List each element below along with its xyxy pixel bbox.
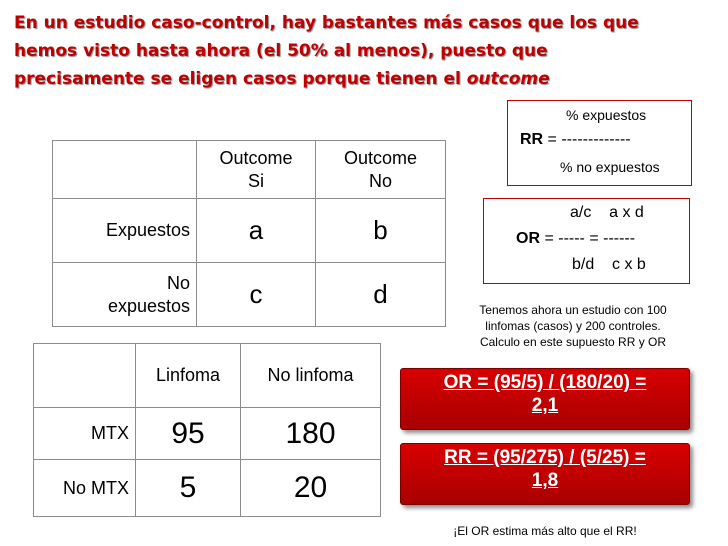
table1-row-unexposed-label bbox=[53, 263, 197, 327]
title-line-3-text: precisamente se eligen casos porque tienen el bbox=[14, 69, 467, 89]
mtx-lymphoma-table bbox=[33, 343, 381, 517]
table2-cell-mtx-no-lymphoma: 180 bbox=[241, 408, 381, 460]
rr-numerator: % expuestos bbox=[566, 107, 647, 123]
table2-cell-no-mtx-lymphoma: 5 bbox=[136, 460, 241, 517]
rr-dashes: = ------------- bbox=[543, 131, 631, 148]
slide-title bbox=[14, 9, 704, 93]
title-outcome-word: outcome bbox=[466, 69, 550, 89]
rr-result-line1: RR = (95/275) / (5/25) = bbox=[444, 447, 646, 468]
table2-cell-no-mtx-no-lymphoma: 20 bbox=[241, 460, 381, 517]
table1-header-yes-line2: Si bbox=[247, 170, 264, 191]
title-line-3 bbox=[14, 65, 704, 93]
or-result-line1: OR = (95/5) / (180/20) = bbox=[443, 372, 647, 393]
rr-result-box bbox=[400, 443, 690, 505]
rr-formula-box bbox=[507, 100, 692, 186]
table1-cell-d: d bbox=[316, 263, 446, 327]
table1-row-exposed-label: Expuestos bbox=[53, 199, 197, 263]
or-formula-top: a/c a x d bbox=[570, 204, 644, 221]
or-formula-box bbox=[483, 198, 690, 284]
study-description bbox=[462, 302, 684, 350]
table1-empty-corner bbox=[53, 141, 197, 199]
footer-note: ¡El OR estima más alto que el RR! bbox=[453, 524, 637, 538]
study-note-line2: linfomas (casos) y 200 controles. bbox=[485, 319, 661, 333]
table2-header-lymphoma: Linfoma bbox=[136, 344, 241, 408]
table1-header-outcome-yes bbox=[197, 141, 316, 199]
or-formula-middle bbox=[516, 230, 635, 248]
table2-empty-corner bbox=[34, 344, 136, 408]
table1-cell-c: c bbox=[197, 263, 316, 327]
rr-denominator: % no expuestos bbox=[560, 159, 660, 175]
table2-header-no-lymphoma: No linfoma bbox=[241, 344, 381, 408]
table2-row-no-mtx-label: No MTX bbox=[34, 460, 136, 517]
study-note-line3: Calculo en este supuesto RR y OR bbox=[479, 335, 667, 349]
table1-cell-b: b bbox=[316, 199, 446, 263]
or-result-box bbox=[400, 368, 690, 430]
table1-header-no-line1: Outcome bbox=[343, 147, 418, 168]
table1-header-no-line2: No bbox=[368, 170, 392, 191]
rr-label: RR bbox=[520, 131, 544, 148]
or-result-line2: 2,1 bbox=[531, 395, 559, 416]
title-line-2: hemos visto hasta ahora (el 50% al menos), puesto que bbox=[14, 41, 548, 61]
study-note-line1: Tenemos ahora un estudio con 100 bbox=[479, 303, 667, 317]
title-line-1: En un estudio caso-control, hay bastantes más casos que los que bbox=[14, 13, 639, 33]
table1-cell-a: a bbox=[197, 199, 316, 263]
rr-result-line2: 1,8 bbox=[531, 470, 559, 491]
or-label: OR bbox=[516, 230, 540, 247]
table2-cell-mtx-lymphoma: 95 bbox=[136, 408, 241, 460]
table1-row2-label-line2: expuestos bbox=[107, 295, 190, 316]
or-dashes: = ----- = ------ bbox=[540, 230, 636, 247]
table2-row-mtx-label: MTX bbox=[34, 408, 136, 460]
rr-formula-line bbox=[520, 131, 631, 149]
table1-header-yes-line1: Outcome bbox=[219, 147, 293, 168]
or-formula-bottom: b/d c x b bbox=[572, 256, 646, 273]
contingency-table-generic bbox=[52, 140, 446, 327]
table1-header-outcome-no bbox=[316, 141, 446, 199]
table1-row2-label-line1: No bbox=[166, 272, 190, 293]
